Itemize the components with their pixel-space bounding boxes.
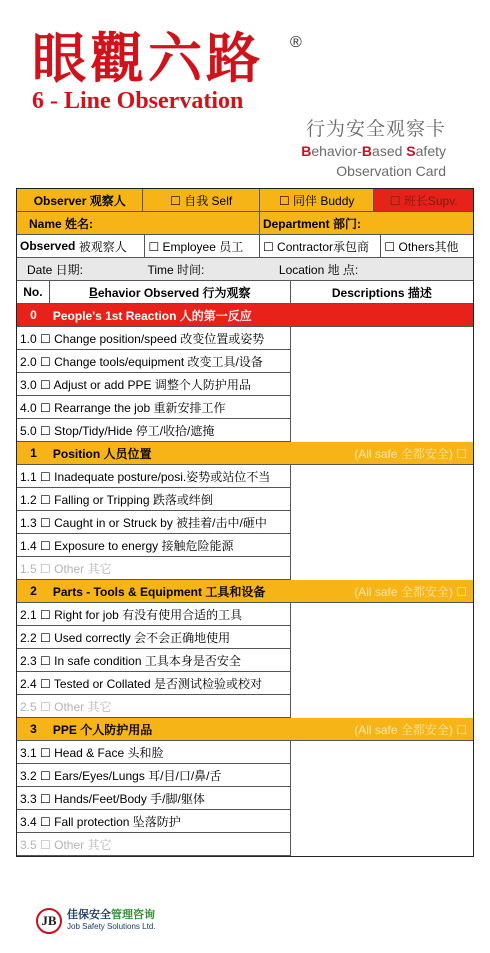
observed-contractor-checkbox[interactable]: ☐ Contractor承包商 <box>260 235 381 257</box>
behavior-item-checkbox[interactable]: 1.0 ☐ Change position/speed 改变位置或姿势 <box>17 327 291 350</box>
section-header-3 <box>17 718 473 741</box>
description-cell[interactable] <box>291 672 473 695</box>
observation-form <box>16 188 474 857</box>
observer-buddy-checkbox[interactable]: ☐ 同伴 Buddy <box>260 189 375 211</box>
section-title: PPE 个人防护用品 <box>52 722 153 737</box>
behavior-item-row <box>17 465 473 488</box>
behavior-item-checkbox[interactable]: 1.3 ☐ Caught in or Struck by 被挂着/击中/砸中 <box>17 511 291 534</box>
section-number: 0 <box>30 308 37 322</box>
section-title: People's 1st Reaction 人的第一反应 <box>52 308 252 323</box>
logo-chinese-title: 眼觀六路 <box>32 26 264 90</box>
behavior-item-row <box>17 695 473 718</box>
header-descriptions: Descriptions 描述 <box>331 285 432 300</box>
sections-container <box>17 304 473 856</box>
behavior-item-checkbox[interactable]: 3.3 ☐ Hands/Feet/Body 手/脚/躯体 <box>17 787 291 810</box>
description-cell[interactable] <box>291 833 473 856</box>
card-title-chinese: 行为安全观察卡 <box>305 118 446 140</box>
description-cell[interactable] <box>291 396 473 419</box>
behavior-item-row <box>17 511 473 534</box>
behavior-item-row <box>17 419 473 442</box>
description-cell[interactable] <box>291 787 473 810</box>
description-cell[interactable] <box>291 327 473 350</box>
description-cell[interactable] <box>291 626 473 649</box>
behavior-item-row <box>17 764 473 787</box>
behavior-item-row <box>17 396 473 419</box>
behavior-item-checkbox[interactable]: 1.2 ☐ Falling or Tripping 跌落或绊倒 <box>17 488 291 511</box>
description-cell[interactable] <box>291 764 473 787</box>
behavior-item-checkbox[interactable]: 4.0 ☐ Rearrange the job 重新安排工作 <box>17 396 291 419</box>
company-logo-icon: JB <box>36 908 62 934</box>
table-header-row <box>17 281 473 304</box>
behavior-item-checkbox[interactable]: 1.5 ☐ Other 其它 <box>17 557 291 580</box>
behavior-item-checkbox[interactable]: 2.0 ☐ Change tools/equipment 改变工具/设备 <box>17 350 291 373</box>
behavior-item-checkbox[interactable]: 2.1 ☐ Right for job 有没有使用合适的工具 <box>17 603 291 626</box>
section-header-0 <box>17 304 473 327</box>
behavior-item-row <box>17 626 473 649</box>
description-cell[interactable] <box>291 419 473 442</box>
behavior-item-checkbox[interactable]: 5.0 ☐ Stop/Tidy/Hide 停工/收拾/遮掩 <box>17 419 291 442</box>
registered-mark: ® <box>290 34 302 51</box>
brand-logo <box>32 26 302 114</box>
section-header-2 <box>17 580 473 603</box>
company-name-en: Job Safety Solutions Ltd. <box>67 922 156 931</box>
description-cell[interactable] <box>291 741 473 764</box>
observer-self-checkbox[interactable]: ☐ 自我 Self <box>143 189 259 211</box>
observer-row <box>17 189 473 212</box>
description-cell[interactable] <box>291 350 473 373</box>
behavior-item-row <box>17 373 473 396</box>
description-cell[interactable] <box>291 488 473 511</box>
section-title: Parts - Tools & Equipment 工具和设备 <box>52 584 266 599</box>
location-field[interactable]: Location 地 点: <box>278 262 359 277</box>
company-name-cn: 佳保安全管理咨询 <box>67 909 155 921</box>
description-cell[interactable] <box>291 695 473 718</box>
section-number: 1 <box>30 446 37 460</box>
time-field[interactable]: Time 时间: <box>147 262 205 277</box>
observer-label: Observer 观察人 <box>17 189 143 211</box>
description-cell[interactable] <box>291 465 473 488</box>
observed-others-checkbox[interactable]: ☐ Others其他 <box>384 239 459 254</box>
description-cell[interactable] <box>291 649 473 672</box>
behavior-item-row <box>17 787 473 810</box>
section-all-safe-checkbox[interactable]: (All safe 全都安全) ☐ <box>354 584 467 599</box>
description-cell[interactable] <box>291 511 473 534</box>
behavior-item-row <box>17 350 473 373</box>
section-all-safe-checkbox[interactable]: (All safe 全都安全) ☐ <box>354 446 467 461</box>
behavior-item-row <box>17 672 473 695</box>
behavior-item-checkbox[interactable]: 2.3 ☐ In safe condition 工具本身是否安全 <box>17 649 291 672</box>
behavior-item-row <box>17 833 473 856</box>
description-cell[interactable] <box>291 373 473 396</box>
behavior-item-row <box>17 557 473 580</box>
description-cell[interactable] <box>291 557 473 580</box>
behavior-item-checkbox[interactable]: 2.5 ☐ Other 其它 <box>17 695 291 718</box>
behavior-item-checkbox[interactable]: 1.4 ☐ Exposure to energy 接触危险能源 <box>17 534 291 557</box>
department-field[interactable]: Department 部门: <box>262 216 361 231</box>
behavior-item-checkbox[interactable]: 2.4 ☐ Tested or Collated 是否测试检验或校对 <box>17 672 291 695</box>
observed-label: Observed 被观察人 <box>17 235 145 257</box>
behavior-item-row <box>17 327 473 350</box>
description-cell[interactable] <box>291 603 473 626</box>
name-field[interactable]: Name 姓名: <box>17 212 260 234</box>
date-field[interactable]: Date 日期: <box>27 262 84 277</box>
behavior-item-checkbox[interactable]: 3.5 ☐ Other 其它 <box>17 833 291 856</box>
behavior-item-checkbox[interactable]: 3.2 ☐ Ears/Eyes/Lungs 耳/目/口/鼻/舌 <box>17 764 291 787</box>
section-all-safe-checkbox[interactable]: (All safe 全都安全) ☐ <box>354 722 467 737</box>
section-number: 2 <box>30 584 37 598</box>
behavior-item-row <box>17 649 473 672</box>
section-number: 3 <box>30 722 37 736</box>
description-cell[interactable] <box>291 810 473 833</box>
behavior-item-row <box>17 603 473 626</box>
behavior-item-checkbox[interactable]: 1.1 ☐ Inadequate posture/posi.姿势或站位不当 <box>17 465 291 488</box>
company-footer <box>36 908 156 934</box>
header-no: No. <box>17 281 50 303</box>
description-cell[interactable] <box>291 534 473 557</box>
date-time-location-row <box>17 258 473 281</box>
observed-row <box>17 235 473 258</box>
behavior-item-row <box>17 488 473 511</box>
behavior-item-checkbox[interactable]: 2.2 ☐ Used correctly 会不会正确地使用 <box>17 626 291 649</box>
behavior-item-row <box>17 741 473 764</box>
observed-employee-checkbox[interactable]: ☐ Employee 员工 <box>145 235 260 257</box>
logo-english-title: 6 - Line Observation <box>32 88 244 114</box>
section-header-1 <box>17 442 473 465</box>
card-title <box>301 117 446 181</box>
name-row <box>17 212 473 235</box>
behavior-item-row <box>17 810 473 833</box>
behavior-item-row <box>17 534 473 557</box>
section-title: Position 人员位置 <box>52 446 152 461</box>
card-title-english-line2: Observation Card <box>336 163 446 179</box>
card-title-english-line1: Behavior-Based Safety <box>301 143 446 159</box>
header-behavior: B ehavior Observed 行为观察 <box>50 281 291 303</box>
behavior-item-checkbox[interactable]: 3.1 ☐ Head & Face 头和脸 <box>17 741 291 764</box>
behavior-item-checkbox[interactable]: 3.4 ☐ Fall protection 坠落防护 <box>17 810 291 833</box>
observer-supv-checkbox[interactable]: ☐ 班长Supv. <box>374 189 473 211</box>
behavior-item-checkbox[interactable]: 3.0 ☐ Adjust or add PPE 调整个人防护用品 <box>17 373 291 396</box>
